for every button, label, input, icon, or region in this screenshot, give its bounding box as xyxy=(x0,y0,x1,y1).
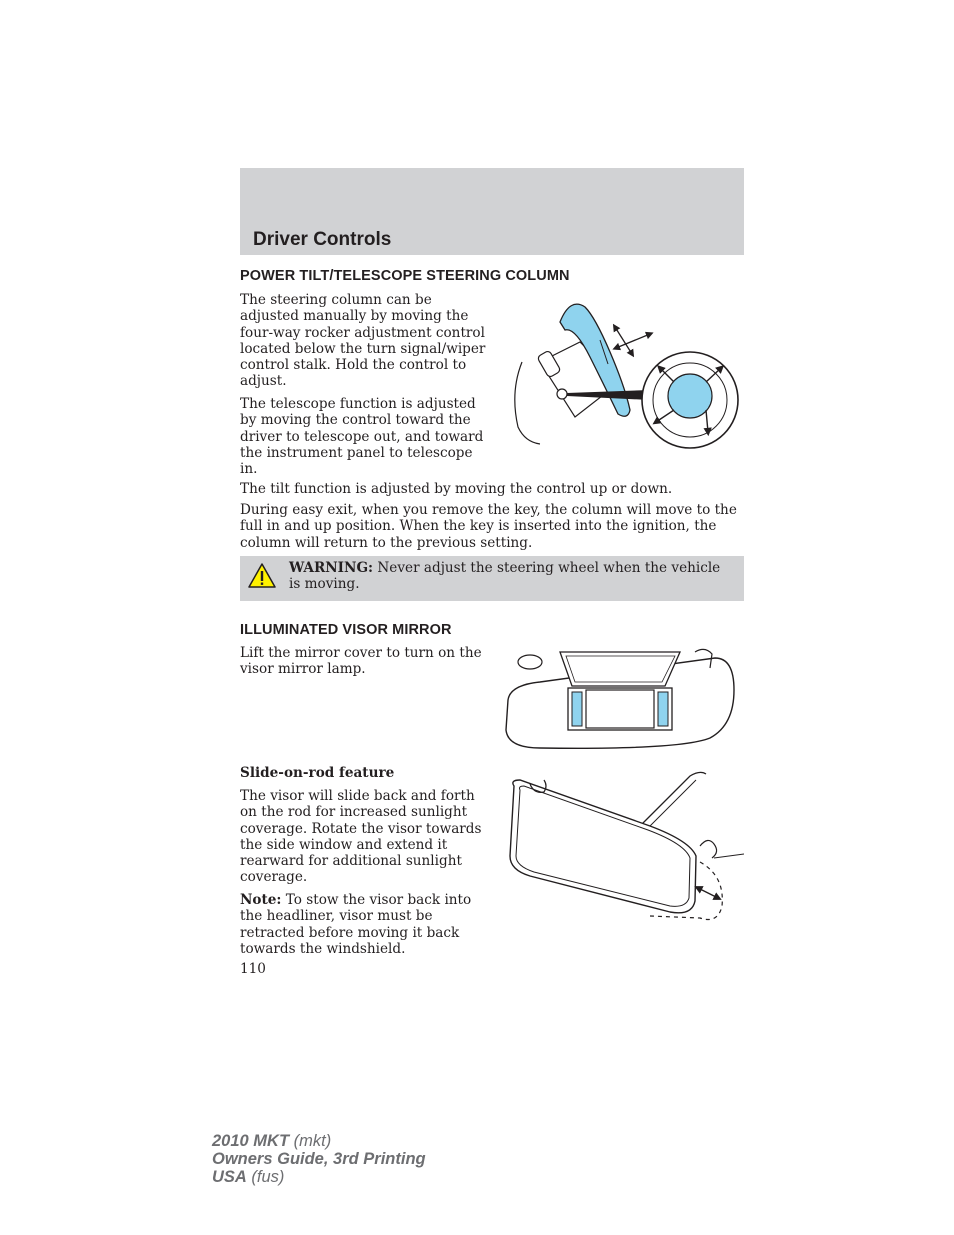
page-number: 110 xyxy=(240,961,266,977)
visor-paragraph-1: Lift the mirror cover to turn on the visor mirror lamp. xyxy=(240,645,482,678)
warning-message: Never adjust the steering wheel when the vehicle is moving. xyxy=(289,560,721,593)
warning-text xyxy=(289,560,735,593)
visor-note xyxy=(240,892,485,957)
footer-market-code: (fus) xyxy=(246,1168,285,1186)
steering-paragraph-3: The tilt function is adjusted by moving the control up or down. xyxy=(240,481,673,497)
steering-paragraph-2: The telescope function is adjusted by moving the control toward the driver to telescope out, and toward the instrument panel to telescope in. xyxy=(240,396,484,478)
footer-guide: Owners Guide, 3rd Printing xyxy=(212,1150,426,1168)
visor-mirror-heading: ILLUMINATED VISOR MIRROR xyxy=(240,622,452,638)
steering-column-heading: POWER TILT/TELESCOPE STEERING COLUMN xyxy=(240,268,570,284)
visor-paragraph-2: The visor will slide back and forth on the rod for increased sunlight coverage. Rotate the visor towards the side window and extend it rearward for additional sunlight coverage. xyxy=(240,788,482,886)
steering-paragraph-4: During easy exit, when you remove the key, the column will move to the full in and up position. When the key is inserted into the ignition, the column will return to the previous setting. xyxy=(240,502,737,551)
steering-paragraph-1: The steering column can be adjusted manually by moving the four-way rocker adjustment control located below the turn signal/wiper control stalk. Hold the control to adjust. xyxy=(240,292,486,390)
steering-column-illustration xyxy=(500,292,744,454)
footer-market: USA xyxy=(212,1168,247,1186)
footer-line-1 xyxy=(212,1132,426,1150)
visor-mirror-illustration xyxy=(500,640,744,754)
footer-model: 2010 MKT xyxy=(212,1132,290,1150)
warning-label: WARNING: xyxy=(289,560,374,576)
footer-line-3 xyxy=(212,1168,426,1186)
note-label: Note: xyxy=(240,892,282,908)
warning-box xyxy=(240,556,744,601)
note-text: To stow the visor back into the headliner, visor must be retracted before moving it back towards the windshield. xyxy=(240,892,472,957)
section-header-band xyxy=(240,168,744,255)
footer-model-code: (mkt) xyxy=(289,1132,332,1150)
warning-triangle-icon xyxy=(247,562,277,590)
slide-on-rod-subheading: Slide-on-rod feature xyxy=(240,765,395,781)
section-title: Driver Controls xyxy=(253,229,392,250)
slide-on-rod-illustration xyxy=(500,766,744,926)
footer-line-2 xyxy=(212,1150,426,1168)
footer-block xyxy=(212,1132,426,1186)
